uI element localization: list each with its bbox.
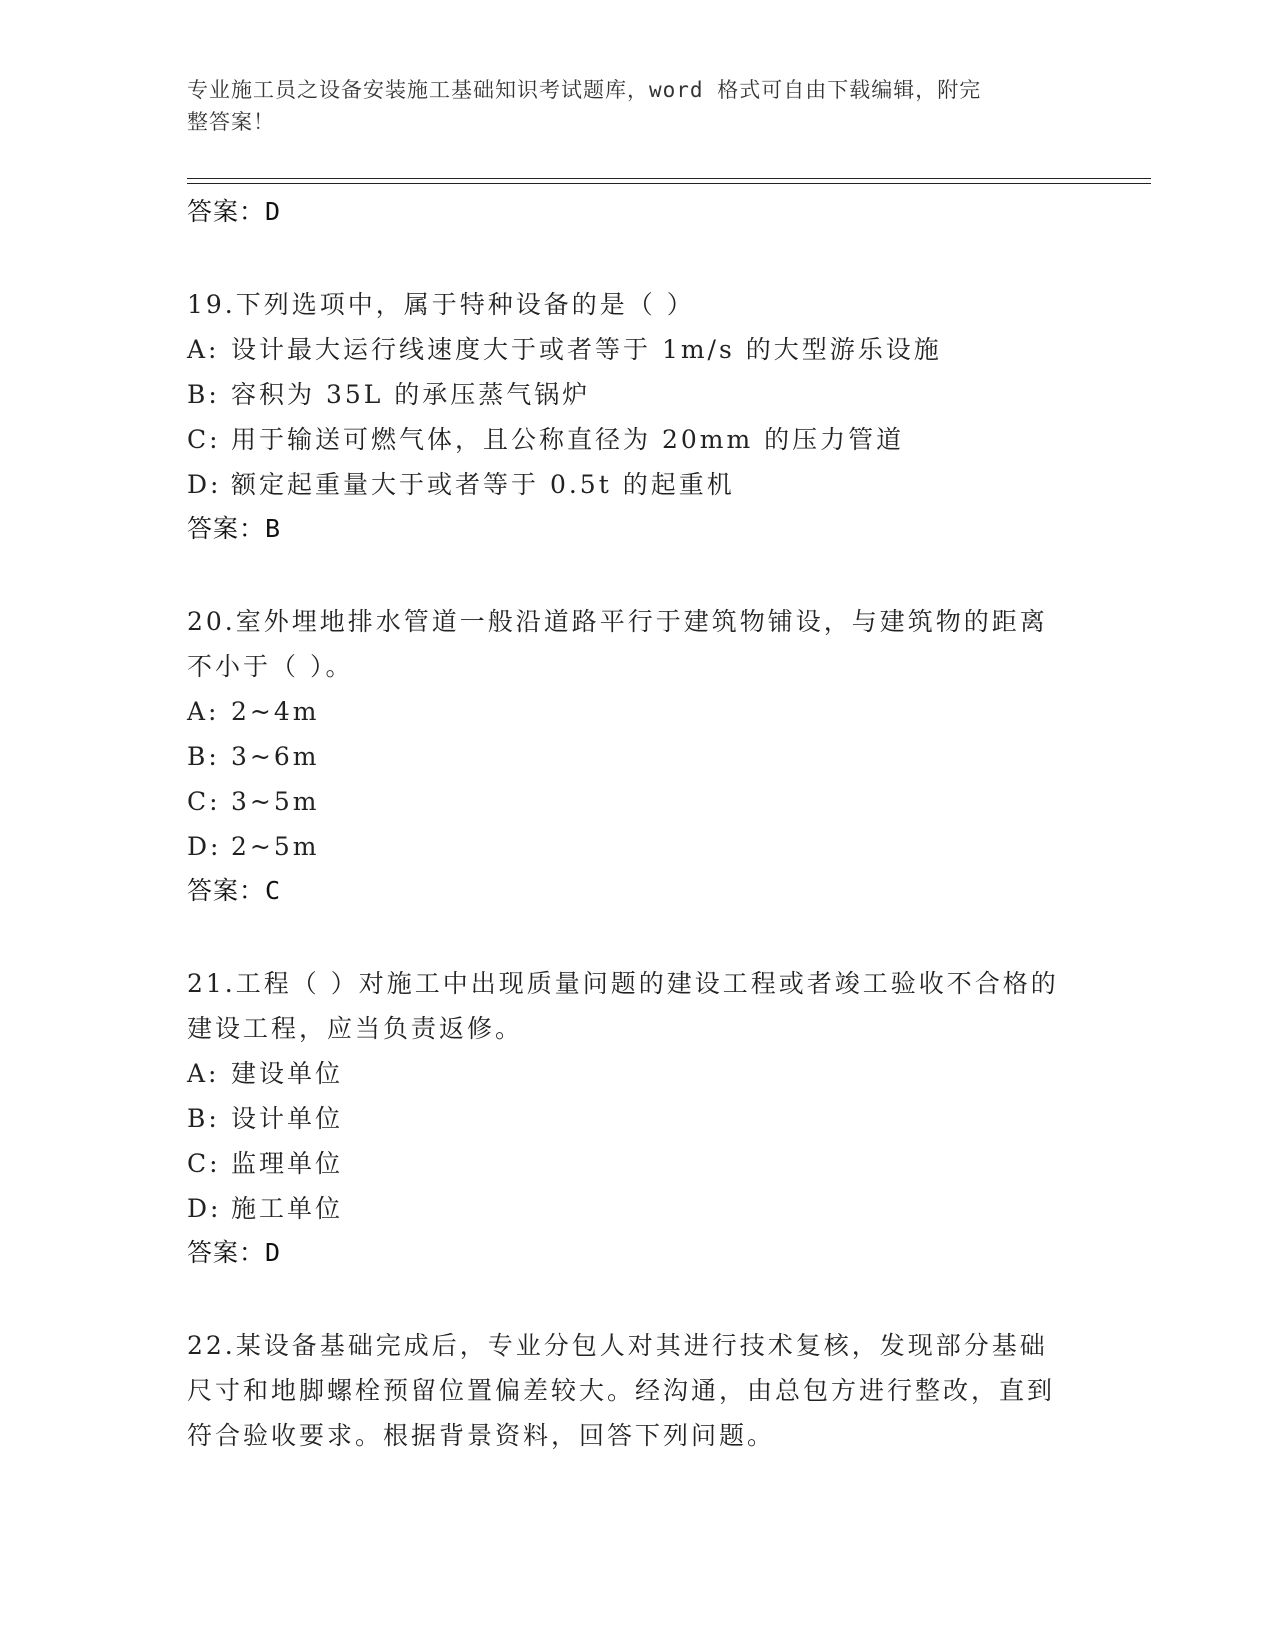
option-key: B:	[187, 742, 220, 771]
option-text: 建设单位	[231, 1059, 344, 1088]
answer-value: D	[265, 1238, 282, 1267]
option-key: A:	[187, 1059, 220, 1088]
answer-label: 答案：	[187, 1238, 266, 1267]
option-key: C:	[187, 425, 221, 454]
question-stem: 20.室外埋地排水管道一般沿道路平行于建筑物铺设，与建筑物的距离不小于（ ）。	[187, 607, 1048, 681]
option-b	[187, 734, 1087, 779]
option-b	[187, 372, 1087, 417]
question-answer	[187, 507, 1087, 551]
option-text: 用于输送可燃气体，且公称直径为 20mm 的压力管道	[231, 425, 905, 454]
option-key: D:	[187, 832, 222, 861]
question-list	[187, 190, 1087, 1458]
option-d	[187, 1186, 1087, 1231]
option-d	[187, 824, 1087, 869]
option-text: 监理单位	[231, 1149, 344, 1178]
question-stem: 21.工程（ ）对施工中出现质量问题的建设工程或者竣工验收不合格的建设工程，应当负责返修。	[187, 969, 1059, 1043]
header-line-1: 专业施工员之设备安装施工基础知识考试题库，word 格式可自由下载编辑，附完	[187, 78, 982, 102]
option-key: B:	[187, 1104, 220, 1133]
header-line-2: 整答案！	[187, 110, 275, 134]
option-text: 3~6m	[231, 742, 320, 771]
answer-value: D	[265, 197, 282, 226]
answer-label: 答案：	[187, 514, 266, 543]
option-text: 施工单位	[231, 1194, 344, 1223]
question-21	[187, 961, 1087, 1275]
option-text: 3~5m	[231, 787, 320, 816]
answer-label: 答案：	[187, 197, 266, 226]
option-c	[187, 779, 1087, 824]
question-stem: 19.下列选项中，属于特种设备的是（ ）	[187, 290, 695, 319]
document-header	[187, 74, 1067, 138]
option-key: A:	[187, 697, 220, 726]
option-key: D:	[187, 470, 222, 499]
option-text: 2~4m	[231, 697, 320, 726]
option-key: C:	[187, 1149, 221, 1178]
option-key: D:	[187, 1194, 222, 1223]
question-22	[187, 1323, 1087, 1458]
answer-label: 答案：	[187, 876, 266, 905]
option-text: 额定起重量大于或者等于 0.5t 的起重机	[231, 470, 735, 499]
option-text: 设计最大运行线速度大于或者等于 1m/s 的大型游乐设施	[231, 335, 942, 364]
option-a	[187, 689, 1087, 734]
header-divider-bottom	[187, 183, 1151, 184]
answer-value: C	[265, 876, 282, 905]
option-text: 设计单位	[231, 1104, 344, 1133]
option-key: A:	[187, 335, 220, 364]
option-b	[187, 1096, 1087, 1141]
option-a	[187, 1051, 1087, 1096]
answer-value: B	[265, 514, 282, 543]
option-key: C:	[187, 787, 221, 816]
question-19	[187, 282, 1087, 551]
header-divider-top	[187, 178, 1151, 179]
question-20	[187, 599, 1087, 913]
previous-answer	[187, 190, 1087, 234]
option-key: B:	[187, 380, 220, 409]
option-a	[187, 327, 1087, 372]
option-text: 2~5m	[231, 832, 320, 861]
option-text: 容积为 35L 的承压蒸气锅炉	[231, 380, 591, 409]
question-answer	[187, 1231, 1087, 1275]
question-stem: 22.某设备基础完成后，专业分包人对其进行技术复核，发现部分基础尺寸和地脚螺栓预留位置偏差较大。经沟通，由总包方进行整改，直到符合验收要求。根据背景资料，回答下列问题。	[187, 1331, 1056, 1450]
question-answer	[187, 869, 1087, 913]
option-c	[187, 1141, 1087, 1186]
option-d	[187, 462, 1087, 507]
option-c	[187, 417, 1087, 462]
